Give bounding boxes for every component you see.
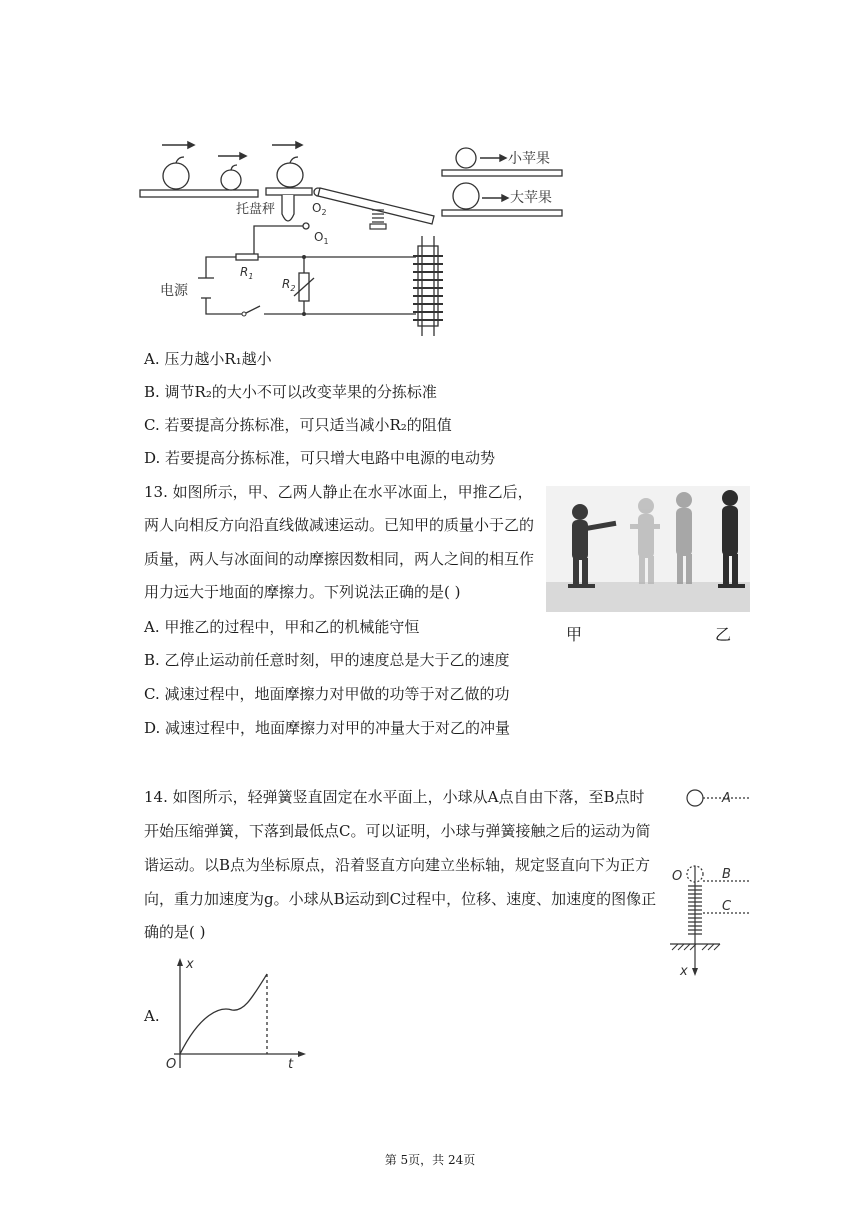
x-axis-label: x <box>680 964 688 978</box>
svg-text:O1 <box>314 230 329 246</box>
q13-line-1: 13. 如图所示，甲、乙两人静止在水平冰面上，甲推乙后， <box>144 483 533 501</box>
skaters-image <box>546 486 750 612</box>
q14-option-a-label: A. <box>144 1007 160 1025</box>
page-footer: 第 5页，共 24页 <box>384 1153 476 1167</box>
o1-label: O <box>314 230 324 244</box>
o2-sub: 2 <box>321 208 327 217</box>
r1-sub: 1 <box>248 272 254 281</box>
svg-text:R2 <box>282 277 295 293</box>
option-a-graph <box>160 954 310 1074</box>
spring-figure <box>664 782 754 978</box>
q13-option-c: C. 减速过程中，地面摩擦力对甲做的功等于对乙做的功 <box>144 685 510 703</box>
graph-origin-label: O <box>166 1057 177 1072</box>
scale-label: 托盘秤 <box>236 202 276 217</box>
apple-sorter-figure <box>136 138 576 338</box>
r2-label: R <box>282 277 291 291</box>
origin-o-label: O <box>672 869 683 884</box>
q12-option-a: A. 压力越小R₁越小 <box>144 350 272 368</box>
q13-line-3: 质量，两人与冰面间的动摩擦因数相同，两人之间的相互作 <box>144 550 535 568</box>
q14-line-4: 向，重力加速度为g。小球从B运动到C过程中，位移、速度、加速度的图像正 <box>144 890 657 908</box>
q13-line-2: 两人向相反方向沿直线做减速运动。已知甲的质量小于乙的 <box>144 516 535 534</box>
small-apple-label: 小苹果 <box>508 151 550 167</box>
graph-x-label: x <box>186 957 194 972</box>
r1-label: R <box>240 265 249 279</box>
graph-t-label: t <box>288 1057 294 1072</box>
big-apple-label: 大苹果 <box>510 190 552 206</box>
q14-line-5: 确的是( ) <box>144 923 206 941</box>
r2-sub: 2 <box>290 284 296 293</box>
label-jia: 甲 <box>566 625 583 644</box>
q13-option-d: D. 减速过程中，地面摩擦力对甲的冲量大于对乙的冲量 <box>144 719 511 737</box>
o1-sub: 1 <box>323 237 329 246</box>
q14-line-3: 谐运动。以B点为坐标原点，沿着竖直方向建立坐标轴，规定竖直向下为正方 <box>144 856 651 874</box>
point-b-label: B <box>722 867 731 882</box>
svg-text:R1 <box>240 265 253 281</box>
q14-line-2: 开始压缩弹簧，下落到最低点C。可以证明，小球与弹簧接触之后的运动为简 <box>144 822 651 840</box>
q13-line-4: 用力远大于地面的摩擦力。下列说法正确的是( ) <box>144 583 461 601</box>
q12-option-b: B. 调节R₂的大小不可以改变苹果的分拣标准 <box>144 383 437 401</box>
point-c-label: C <box>722 899 732 914</box>
point-a-label: A <box>722 791 731 806</box>
q13-option-b: B. 乙停止运动前任意时刻，甲的速度总是大于乙的速度 <box>144 651 510 669</box>
q12-option-d: D. 若要提高分拣标准，可只增大电路中电源的电动势 <box>144 449 496 467</box>
o2-label: O <box>312 201 322 215</box>
svg-text:O2 <box>312 201 327 217</box>
q13-option-a: A. 甲推乙的过程中，甲和乙的机械能守恒 <box>144 618 420 636</box>
q12-option-c: C. 若要提高分拣标准，可只适当减小R₂的阻值 <box>144 416 452 434</box>
label-yi: 乙 <box>715 625 732 644</box>
power-label: 电源 <box>160 283 188 299</box>
q14-line-1: 14. 如图所示，轻弹簧竖直固定在水平面上，小球从A点自由下落，至B点时 <box>144 788 645 806</box>
